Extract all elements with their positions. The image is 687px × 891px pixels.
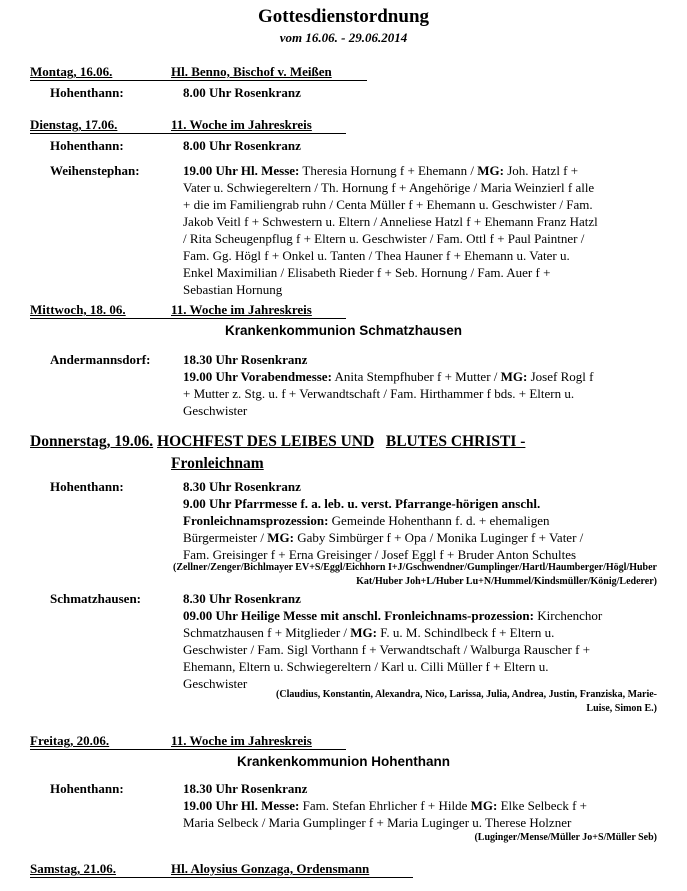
krankenkommunion-heading: Krankenkommunion Hohenthann xyxy=(236,754,450,769)
entry-line: Geschwister xyxy=(183,676,248,691)
entry-line: Fronleichnamsprozession: Gemeinde Hohenthann f. d. + ehemaligen xyxy=(183,513,550,528)
entry-line: Sebastian Hornung xyxy=(183,282,283,297)
entry-line: 18.30 Uhr Rosenkranz xyxy=(183,352,308,367)
entry-line: 9.00 Uhr Pfarrmesse f. a. leb. u. verst. Pfarrange-hörigen anschl. xyxy=(183,496,541,511)
entry-line: Jakob Veitl f + Schwestern u. Eltern / Anneliese Hatzl f + Ehemann Franz Hatzl xyxy=(183,214,598,229)
service-entry xyxy=(183,162,657,298)
service-entry xyxy=(183,590,657,692)
entry-line: / Rita Scheugenpflug f + Eltern u. Geschwister / Fam. Ottl f + Paul Paintner / xyxy=(183,231,585,246)
place-label: Hohenthann: xyxy=(50,479,124,494)
day-occasion: HOCHFEST DES LEIBES UND xyxy=(157,433,375,450)
place-label: Andermannsdorf: xyxy=(50,352,151,367)
service-entry xyxy=(183,478,657,563)
day-occasion: 11. Woche im Jahreskreis xyxy=(171,117,312,132)
day-occasion-part: BLUTES CHRISTI - xyxy=(385,433,526,450)
entry-line: + Mutter z. Stg. u. f + Verwandtschaft / Fam. Hirthammer f bds. + Eltern u. xyxy=(183,386,575,401)
day-occasion: 11. Woche im Jahreskreis xyxy=(171,733,312,748)
entry-line: 09.00 Uhr Heilige Messe mit anschl. Fronleichnams-prozession: Kirchenchor xyxy=(183,608,603,623)
day-date: Mittwoch, 18. 06. xyxy=(30,302,126,317)
place-label: Hohenthann: xyxy=(50,781,124,796)
entry-line: Vater u. Schwiegereltern / Th. Hornung f + Angehörige / Maria Weinzierl f alle xyxy=(183,180,595,195)
entry-line: Schmatzhausen f + Mitglieder / MG: F. u. M. Schindlbeck f + Eltern u. xyxy=(183,625,555,640)
day-divider xyxy=(30,133,346,134)
day-divider xyxy=(30,749,346,750)
day-divider xyxy=(30,877,413,878)
day-date: Donnerstag, 19.06. xyxy=(30,433,154,450)
day-occasion: Hl. Benno, Bischof v. Meißen xyxy=(171,64,332,79)
servers-list xyxy=(57,688,657,716)
place-label: Hohenthann: xyxy=(50,138,124,153)
day-divider xyxy=(30,318,346,319)
servers-list xyxy=(57,831,657,845)
entry-line: Enkel Maximilian / Elisabeth Rieder f + Seb. Hornung / Fam. Auer f + xyxy=(183,265,551,280)
day-occasion-part: Fronleichnam xyxy=(171,455,264,472)
day-occasion: 11. Woche im Jahreskreis xyxy=(171,302,312,317)
document-subtitle: vom 16.06. - 29.06.2014 xyxy=(279,30,408,45)
service-time: 8.00 Uhr Rosenkranz xyxy=(183,138,301,153)
day-date: Montag, 16.06. xyxy=(30,64,113,79)
entry-line: Geschwister xyxy=(183,403,248,418)
day-date: Dienstag, 17.06. xyxy=(30,117,118,132)
service-entry xyxy=(183,137,657,154)
place-label: Weihenstephan: xyxy=(50,163,140,178)
entry-line: 19.00 Uhr Hl. Messe: Fam. Stefan Ehrlicher f + Hilde MG: Elke Selbeck f + xyxy=(183,798,587,813)
entry-line: Geschwister / Fam. Sigl Vorthann f + Verwandtschaft / Walburga Rauscher f + xyxy=(183,642,591,657)
service-entry xyxy=(183,351,657,419)
day-date: Samstag, 21.06. xyxy=(30,861,116,876)
entry-line: Maria Selbeck / Maria Gumplinger f + Maria Luginger u. Therese Holzner xyxy=(183,815,572,830)
entry-line: 18.30 Uhr Rosenkranz xyxy=(183,781,308,796)
entry-line: 8.30 Uhr Rosenkranz xyxy=(183,479,301,494)
entry-line: Bürgermeister / MG: Gaby Simbürger f + Opa / Monika Luginger f + Vater / xyxy=(183,530,584,545)
day-occasion: Hl. Aloysius Gonzaga, Ordensmann xyxy=(171,861,370,876)
entry-line: Fam. Gg. Högl f + Onkel u. Tanten / Thea Hauner f + Ehemann u. Vater u. xyxy=(183,248,570,263)
place-label: Schmatzhausen: xyxy=(50,591,142,606)
service-time: 8.00 Uhr Rosenkranz xyxy=(183,85,301,100)
place-label: Hohenthann: xyxy=(50,85,124,100)
entry-line: 19.00 Uhr Vorabendmesse: Anita Stempfhuber f + Mutter / MG: Josef Rogl f xyxy=(183,369,594,384)
entry-line: 8.30 Uhr Rosenkranz xyxy=(183,591,301,606)
service-entry xyxy=(183,84,657,101)
servers-line: Kat/Huber Joh+L/Huber Lu+N/Hummel/Kindsmüller/König/Lederer) xyxy=(356,576,657,587)
day-divider xyxy=(30,80,367,81)
day-date: Freitag, 20.06. xyxy=(30,733,110,748)
servers-line: (Zellner/Zenger/Bichlmayer EV+S/Eggl/Eichhorn I+J/Gschwendner/Gumplinger/Hartl/Haumberger/Högl/Huber xyxy=(173,562,657,573)
day-heading-donnerstag-cont xyxy=(171,454,667,474)
servers-line: (Claudius, Konstantin, Alexandra, Nico, Larissa, Julia, Andrea, Justin, Franziska, Marie- xyxy=(276,689,657,700)
krankenkommunion-heading: Krankenkommunion Schmatzhausen xyxy=(224,323,463,338)
entry-line: Fam. Greisinger f + Erna Greisinger / Josef Eggl f + Bruder Anton Schultes xyxy=(183,547,577,562)
day-heading-donnerstag xyxy=(30,432,667,452)
service-entry xyxy=(183,780,657,831)
entry-line: Ehemann, Eltern u. Schwiegereltern / Karl u. Cilli Müller f + Eltern u. xyxy=(183,659,549,674)
servers-list xyxy=(57,561,657,589)
entry-line: + die im Familiengrab ruhn / Centa Müller f + Ehemann u. Geschwister / Fam. xyxy=(183,197,593,212)
document-title: Gottesdienstordnung xyxy=(257,6,430,27)
entry-line: 19.00 Uhr Hl. Messe: Theresia Hornung f + Ehemann / MG: Joh. Hatzl f + xyxy=(183,163,579,178)
servers-line: (Luginger/Mense/Müller Jo+S/Müller Seb) xyxy=(474,832,657,843)
servers-line: Luise, Simon E.) xyxy=(586,703,657,714)
